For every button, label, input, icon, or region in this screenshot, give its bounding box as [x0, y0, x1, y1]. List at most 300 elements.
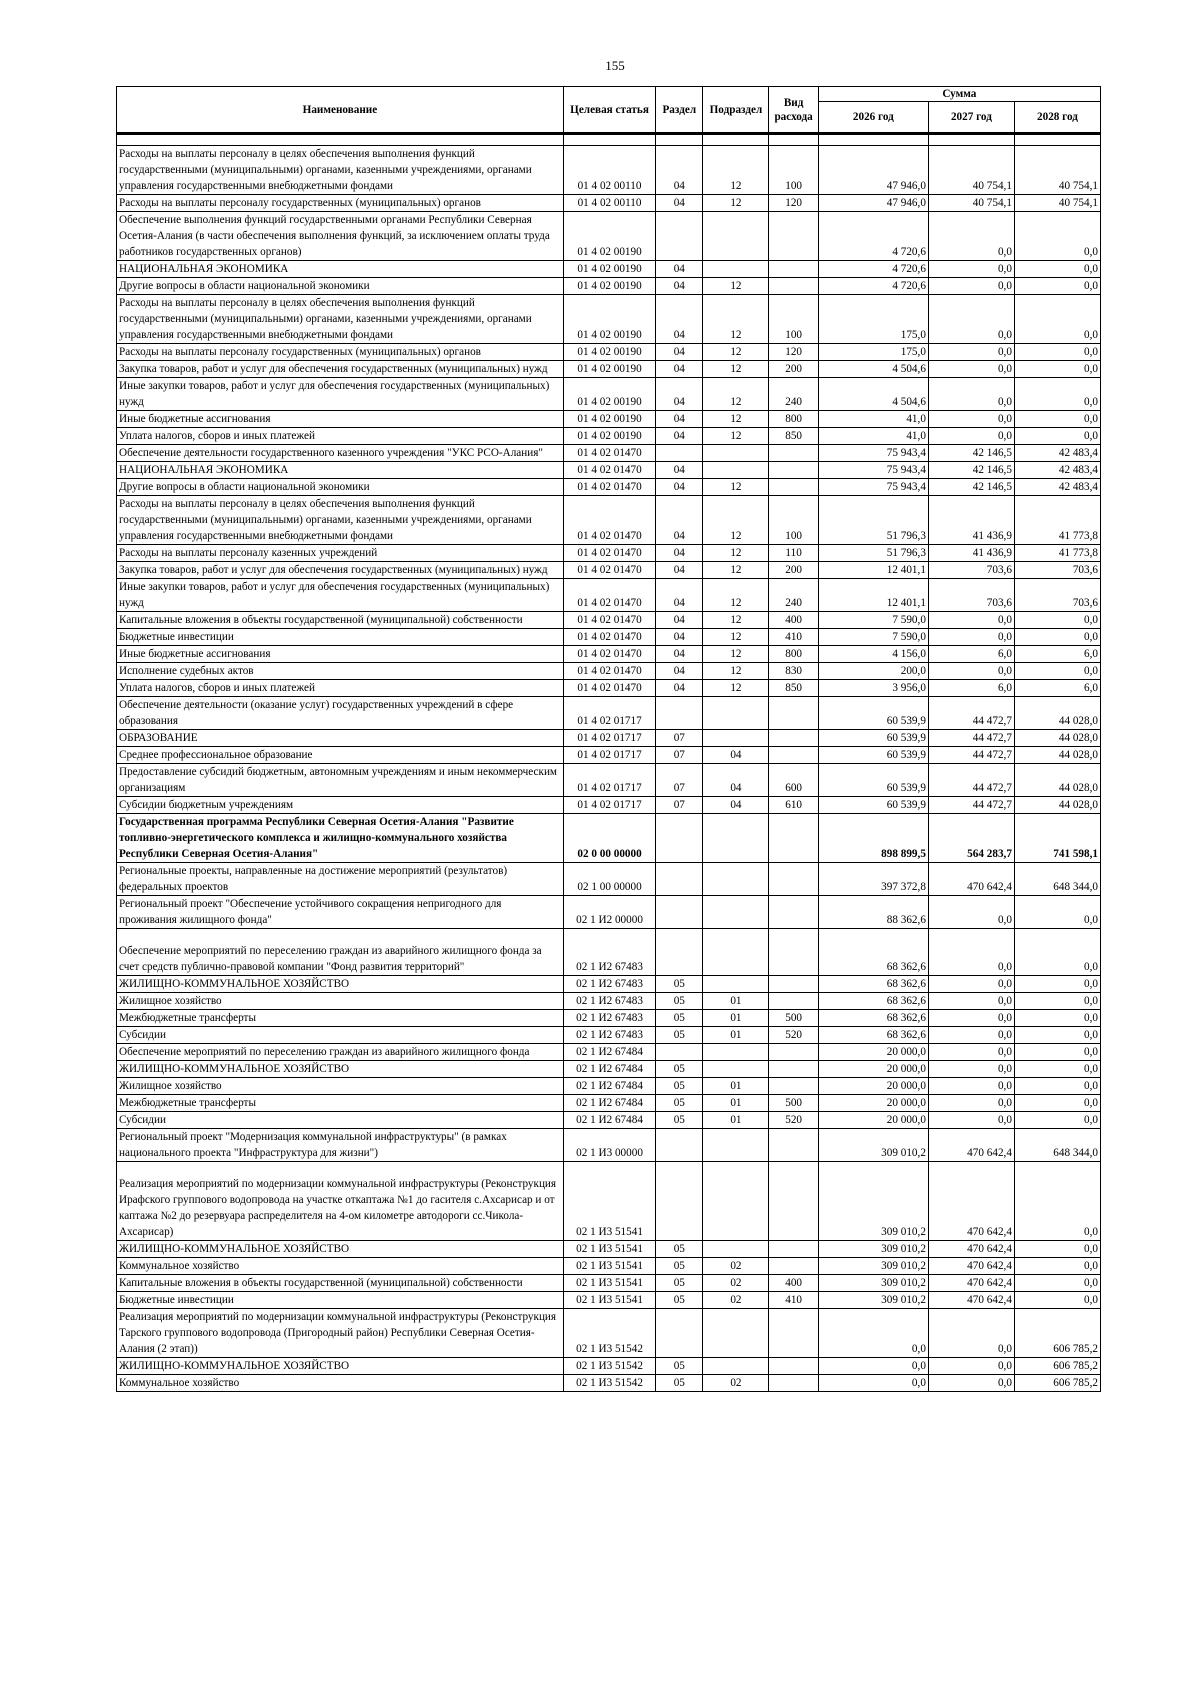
row-sum-2027: 0,0 [928, 411, 1014, 428]
row-expense-type: 240 [769, 579, 818, 612]
row-expense-type [769, 929, 818, 976]
row-name: Обеспечение мероприятий по переселению граждан из аварийного жилищного фонда за счет средств публично-правовой компании "Фонд развития территорий" [117, 929, 564, 976]
row-subsection: 02 [703, 1292, 769, 1309]
row-subsection: 01 [703, 1010, 769, 1027]
row-expense-type [769, 212, 818, 261]
row-sum-2028: 0,0 [1014, 1241, 1100, 1258]
row-expense-type [769, 976, 818, 993]
row-expense-type [769, 747, 818, 764]
table-row [117, 344, 1101, 361]
row-target-code: 01 4 02 01717 [563, 797, 655, 814]
row-section: 05 [656, 1358, 703, 1375]
row-sum-2027: 0,0 [928, 212, 1014, 261]
row-subsection: 12 [703, 646, 769, 663]
row-sum-2028: 703,6 [1014, 562, 1100, 579]
row-subsection: 12 [703, 663, 769, 680]
row-sum-2026: 60 539,9 [818, 747, 928, 764]
row-target-code: 02 1 И2 67483 [563, 993, 655, 1010]
row-subsection: 04 [703, 764, 769, 797]
row-name: Расходы на выплаты персоналу государственных (муниципальных) органов [117, 344, 564, 361]
header-year-2028: 2028 год [1014, 102, 1100, 134]
table-row [117, 797, 1101, 814]
row-expense-type: 240 [769, 378, 818, 411]
row-target-code: 01 4 02 01470 [563, 663, 655, 680]
row-name: Уплата налогов, сборов и иных платежей [117, 680, 564, 697]
row-section: 07 [656, 764, 703, 797]
row-target-code: 01 4 02 01470 [563, 496, 655, 545]
row-sum-2027: 42 146,5 [928, 479, 1014, 496]
row-sum-2026: 68 362,6 [818, 1027, 928, 1044]
row-sum-2026: 20 000,0 [818, 1078, 928, 1095]
row-sum-2027: 470 642,4 [928, 1162, 1014, 1241]
row-target-code: 01 4 02 01717 [563, 697, 655, 730]
row-subsection: 12 [703, 428, 769, 445]
row-name: Иные закупки товаров, работ и услуг для обеспечения государственных (муниципальных) нужд [117, 378, 564, 411]
row-expense-type: 200 [769, 562, 818, 579]
row-sum-2027: 0,0 [928, 629, 1014, 646]
row-name: Субсидии [117, 1027, 564, 1044]
row-target-code: 02 1 И3 51542 [563, 1375, 655, 1392]
table-row [117, 496, 1101, 545]
row-sum-2026: 4 156,0 [818, 646, 928, 663]
row-section [656, 863, 703, 896]
row-subsection: 02 [703, 1375, 769, 1392]
row-target-code: 02 1 И3 51541 [563, 1162, 655, 1241]
row-target-code: 01 4 02 00190 [563, 411, 655, 428]
row-name: Жилищное хозяйство [117, 993, 564, 1010]
row-sum-2027: 41 436,9 [928, 496, 1014, 545]
table-row [117, 612, 1101, 629]
row-expense-type: 400 [769, 612, 818, 629]
row-sum-2026: 20 000,0 [818, 1044, 928, 1061]
row-sum-2027: 0,0 [928, 261, 1014, 278]
row-target-code: 02 1 И3 51542 [563, 1309, 655, 1358]
row-sum-2027: 41 436,9 [928, 545, 1014, 562]
row-section: 04 [656, 195, 703, 212]
row-sum-2028: 6,0 [1014, 646, 1100, 663]
row-section [656, 929, 703, 976]
table-row [117, 195, 1101, 212]
table-row [117, 863, 1101, 896]
row-section: 05 [656, 1258, 703, 1275]
row-expense-type [769, 261, 818, 278]
row-target-code: 01 4 02 01717 [563, 764, 655, 797]
row-sum-2026: 88 362,6 [818, 896, 928, 929]
row-sum-2026: 51 796,3 [818, 545, 928, 562]
row-name: Капитальные вложения в объекты государственной (муниципальной) собственности [117, 612, 564, 629]
row-sum-2028: 0,0 [1014, 663, 1100, 680]
row-target-code: 01 4 02 01470 [563, 545, 655, 562]
row-sum-2026: 309 010,2 [818, 1292, 928, 1309]
row-target-code: 01 4 02 00110 [563, 146, 655, 195]
row-sum-2028: 648 344,0 [1014, 863, 1100, 896]
row-target-code: 01 4 02 01470 [563, 612, 655, 629]
row-sum-2027: 0,0 [928, 1358, 1014, 1375]
row-sum-2026: 68 362,6 [818, 929, 928, 976]
row-subsection: 12 [703, 146, 769, 195]
row-section: 04 [656, 646, 703, 663]
row-sum-2028: 0,0 [1014, 344, 1100, 361]
row-expense-type: 800 [769, 646, 818, 663]
row-subsection: 01 [703, 1027, 769, 1044]
row-sum-2026: 397 372,8 [818, 863, 928, 896]
row-sum-2027: 44 472,7 [928, 764, 1014, 797]
table-row [117, 212, 1101, 261]
header-section: Раздел [656, 87, 703, 134]
row-subsection [703, 814, 769, 863]
row-section [656, 1162, 703, 1241]
row-section: 05 [656, 976, 703, 993]
row-section: 07 [656, 797, 703, 814]
row-target-code: 02 1 И3 51541 [563, 1275, 655, 1292]
row-sum-2026: 309 010,2 [818, 1258, 928, 1275]
header-year-2026: 2026 год [818, 102, 928, 134]
row-sum-2028: 0,0 [1014, 1061, 1100, 1078]
row-subsection [703, 462, 769, 479]
row-section [656, 445, 703, 462]
row-name: Среднее профессиональное образование [117, 747, 564, 764]
row-sum-2027: 0,0 [928, 278, 1014, 295]
row-sum-2026: 898 899,5 [818, 814, 928, 863]
row-sum-2026: 41,0 [818, 411, 928, 428]
table-row [117, 1010, 1101, 1027]
row-section [656, 212, 703, 261]
row-name: Обеспечение деятельности (оказание услуг) государственных учреждений в сфере образования [117, 697, 564, 730]
row-sum-2026: 60 539,9 [818, 730, 928, 747]
row-expense-type [769, 1309, 818, 1358]
row-sum-2028: 0,0 [1014, 261, 1100, 278]
table-row [117, 747, 1101, 764]
row-section: 04 [656, 361, 703, 378]
header-expense-type: Вид расхода [769, 87, 818, 134]
table-row [117, 278, 1101, 295]
row-subsection [703, 896, 769, 929]
row-target-code: 01 4 02 00190 [563, 361, 655, 378]
header-sum: Сумма [818, 87, 1100, 102]
row-sum-2027: 0,0 [928, 1095, 1014, 1112]
table-row [117, 1027, 1101, 1044]
page-number: 155 [605, 58, 625, 73]
row-name: Другие вопросы в области национальной экономики [117, 479, 564, 496]
row-sum-2028: 40 754,1 [1014, 195, 1100, 212]
table-row [117, 929, 1101, 976]
row-sum-2028: 44 028,0 [1014, 730, 1100, 747]
row-name: Обеспечение деятельности государственного казенного учреждения "УКС РСО-Алания" [117, 445, 564, 462]
row-sum-2027: 703,6 [928, 562, 1014, 579]
table-row [117, 814, 1101, 863]
row-section: 04 [656, 344, 703, 361]
row-sum-2026: 309 010,2 [818, 1241, 928, 1258]
table-row [117, 411, 1101, 428]
row-sum-2028: 0,0 [1014, 1027, 1100, 1044]
row-sum-2026: 12 401,1 [818, 579, 928, 612]
row-subsection [703, 1162, 769, 1241]
row-name: Бюджетные инвестиции [117, 1292, 564, 1309]
row-subsection: 12 [703, 361, 769, 378]
row-name: Коммунальное хозяйство [117, 1258, 564, 1275]
row-sum-2028: 0,0 [1014, 1292, 1100, 1309]
row-name: Обеспечение выполнения функций государственными органами Республики Северная Осетия-Алания (в части обеспечения выполнения функций, за исключением оплаты труда работников государственных органов) [117, 212, 564, 261]
row-target-code: 01 4 02 01470 [563, 680, 655, 697]
row-sum-2027: 0,0 [928, 1027, 1014, 1044]
row-name: Межбюджетные трансферты [117, 1095, 564, 1112]
row-section: 05 [656, 993, 703, 1010]
row-target-code: 01 4 02 00190 [563, 344, 655, 361]
row-name: ОБРАЗОВАНИЕ [117, 730, 564, 747]
table-row [117, 1061, 1101, 1078]
row-target-code: 02 1 И3 51541 [563, 1241, 655, 1258]
row-subsection [703, 1358, 769, 1375]
row-sum-2027: 0,0 [928, 1112, 1014, 1129]
row-sum-2026: 3 956,0 [818, 680, 928, 697]
row-sum-2027: 0,0 [928, 378, 1014, 411]
table-row [117, 1112, 1101, 1129]
row-name: Расходы на выплаты персоналу в целях обеспечения выполнения функций государственными (муниципальными) органами, казенными учреждениями, органами управления государственными внебюджетными фондами [117, 146, 564, 195]
table-row [117, 697, 1101, 730]
row-expense-type [769, 1162, 818, 1241]
row-name: ЖИЛИЩНО-КОММУНАЛЬНОЕ ХОЗЯЙСТВО [117, 1358, 564, 1375]
row-sum-2028: 0,0 [1014, 1162, 1100, 1241]
row-expense-type [769, 278, 818, 295]
row-subsection: 04 [703, 747, 769, 764]
table-row [117, 1129, 1101, 1162]
row-section: 04 [656, 496, 703, 545]
row-section: 05 [656, 1112, 703, 1129]
row-sum-2026: 7 590,0 [818, 612, 928, 629]
row-expense-type: 610 [769, 797, 818, 814]
row-name: Расходы на выплаты персоналу в целях обеспечения выполнения функций государственными (муниципальными) органами, казенными учреждениями, органами управления государственными внебюджетными фондами [117, 295, 564, 344]
row-section: 07 [656, 747, 703, 764]
row-sum-2026: 47 946,0 [818, 146, 928, 195]
row-name: Региональный проект "Модернизация коммунальной инфраструктуры" (в рамках национального проекта "Инфраструктура для жизни") [117, 1129, 564, 1162]
row-sum-2027: 6,0 [928, 680, 1014, 697]
table-row [117, 1078, 1101, 1095]
row-sum-2028: 0,0 [1014, 428, 1100, 445]
table-row [117, 445, 1101, 462]
row-section: 04 [656, 295, 703, 344]
row-subsection: 01 [703, 1078, 769, 1095]
row-target-code: 01 4 02 01717 [563, 730, 655, 747]
row-expense-type: 410 [769, 629, 818, 646]
row-sum-2028: 0,0 [1014, 1258, 1100, 1275]
row-sum-2027: 703,6 [928, 579, 1014, 612]
row-section: 04 [656, 462, 703, 479]
row-target-code: 01 4 02 00190 [563, 378, 655, 411]
row-name: Исполнение судебных актов [117, 663, 564, 680]
row-sum-2026: 309 010,2 [818, 1275, 928, 1292]
row-sum-2026: 20 000,0 [818, 1112, 928, 1129]
row-subsection: 12 [703, 612, 769, 629]
row-section: 04 [656, 579, 703, 612]
row-expense-type: 850 [769, 428, 818, 445]
row-name: Бюджетные инвестиции [117, 629, 564, 646]
row-subsection: 12 [703, 629, 769, 646]
row-target-code: 01 4 02 00190 [563, 428, 655, 445]
row-expense-type [769, 1258, 818, 1275]
row-subsection: 12 [703, 545, 769, 562]
row-expense-type [769, 730, 818, 747]
row-target-code: 02 1 00 00000 [563, 863, 655, 896]
row-target-code: 02 0 00 00000 [563, 814, 655, 863]
row-name: Закупка товаров, работ и услуг для обеспечения государственных (муниципальных) нужд [117, 562, 564, 579]
row-sum-2027: 40 754,1 [928, 195, 1014, 212]
row-name: Капитальные вложения в объекты государственной (муниципальной) собственности [117, 1275, 564, 1292]
row-subsection [703, 261, 769, 278]
row-section: 05 [656, 1061, 703, 1078]
row-sum-2026: 0,0 [818, 1358, 928, 1375]
row-sum-2026: 0,0 [818, 1309, 928, 1358]
row-target-code: 02 1 И2 67483 [563, 1010, 655, 1027]
row-expense-type: 100 [769, 146, 818, 195]
row-section: 04 [656, 146, 703, 195]
row-target-code: 02 1 И2 67484 [563, 1061, 655, 1078]
row-target-code: 01 4 02 01717 [563, 747, 655, 764]
row-target-code: 01 4 02 01470 [563, 445, 655, 462]
row-section: 07 [656, 730, 703, 747]
row-section [656, 1129, 703, 1162]
row-subsection: 12 [703, 479, 769, 496]
row-target-code: 01 4 02 01470 [563, 479, 655, 496]
row-sum-2026: 4 720,6 [818, 278, 928, 295]
table-row [117, 295, 1101, 344]
row-name: Уплата налогов, сборов и иных платежей [117, 428, 564, 445]
row-expense-type: 800 [769, 411, 818, 428]
row-sum-2028: 0,0 [1014, 976, 1100, 993]
row-subsection: 12 [703, 579, 769, 612]
row-target-code: 01 4 02 00110 [563, 195, 655, 212]
row-sum-2026: 12 401,1 [818, 562, 928, 579]
budget-table [116, 86, 1101, 1392]
row-sum-2027: 0,0 [928, 361, 1014, 378]
row-expense-type: 120 [769, 195, 818, 212]
row-expense-type [769, 462, 818, 479]
row-sum-2028: 0,0 [1014, 1275, 1100, 1292]
row-expense-type: 830 [769, 663, 818, 680]
row-target-code: 02 1 И3 00000 [563, 1129, 655, 1162]
row-expense-type [769, 1078, 818, 1095]
row-target-code: 01 4 02 01470 [563, 562, 655, 579]
row-name: Региональный проект "Обеспечение устойчивого сокращения непригодного для проживания жилищного фонда" [117, 896, 564, 929]
row-sum-2027: 44 472,7 [928, 697, 1014, 730]
row-section: 05 [656, 1078, 703, 1095]
row-sum-2026: 75 943,4 [818, 445, 928, 462]
row-sum-2026: 47 946,0 [818, 195, 928, 212]
row-sum-2027: 0,0 [928, 1010, 1014, 1027]
row-target-code: 01 4 02 01470 [563, 579, 655, 612]
row-expense-type [769, 1044, 818, 1061]
row-sum-2028: 0,0 [1014, 1044, 1100, 1061]
row-target-code: 02 1 И3 51541 [563, 1292, 655, 1309]
row-subsection: 12 [703, 562, 769, 579]
row-subsection: 12 [703, 411, 769, 428]
row-subsection: 01 [703, 1095, 769, 1112]
row-sum-2028: 0,0 [1014, 278, 1100, 295]
row-section [656, 814, 703, 863]
row-sum-2027: 44 472,7 [928, 730, 1014, 747]
row-expense-type [769, 1375, 818, 1392]
row-target-code: 02 1 И2 67484 [563, 1112, 655, 1129]
row-sum-2028: 44 028,0 [1014, 697, 1100, 730]
row-sum-2028: 0,0 [1014, 629, 1100, 646]
row-target-code: 02 1 И2 67484 [563, 1044, 655, 1061]
row-sum-2027: 470 642,4 [928, 1275, 1014, 1292]
row-subsection [703, 1044, 769, 1061]
row-expense-type [769, 1061, 818, 1078]
row-sum-2027: 42 146,5 [928, 445, 1014, 462]
row-name: Коммунальное хозяйство [117, 1375, 564, 1392]
row-name: Иные бюджетные ассигнования [117, 646, 564, 663]
table-row [117, 1309, 1101, 1358]
row-name: Жилищное хозяйство [117, 1078, 564, 1095]
row-sum-2027: 44 472,7 [928, 747, 1014, 764]
row-sum-2026: 68 362,6 [818, 976, 928, 993]
table-row [117, 462, 1101, 479]
table-row [117, 1241, 1101, 1258]
row-sum-2028: 42 483,4 [1014, 462, 1100, 479]
row-sum-2028: 42 483,4 [1014, 445, 1100, 462]
row-target-code: 01 4 02 00190 [563, 212, 655, 261]
row-sum-2027: 0,0 [928, 929, 1014, 976]
row-subsection: 02 [703, 1275, 769, 1292]
table-row [117, 378, 1101, 411]
row-target-code: 02 1 И3 51542 [563, 1358, 655, 1375]
row-sum-2027: 40 754,1 [928, 146, 1014, 195]
row-name: Реализация мероприятий по модернизации коммунальной инфраструктуры (Реконструкция Тарского группового водопровода (Пригородный район) Республики Северная Осетия-Алания (2 этап)) [117, 1309, 564, 1358]
row-sum-2026: 175,0 [818, 344, 928, 361]
row-sum-2027: 0,0 [928, 612, 1014, 629]
row-target-code: 01 4 02 00190 [563, 295, 655, 344]
row-expense-type: 120 [769, 344, 818, 361]
row-sum-2028: 44 028,0 [1014, 764, 1100, 797]
table-row [117, 545, 1101, 562]
table-body [117, 134, 1101, 1392]
row-expense-type: 500 [769, 1010, 818, 1027]
row-expense-type [769, 1358, 818, 1375]
row-subsection: 01 [703, 993, 769, 1010]
row-sum-2028: 606 785,2 [1014, 1309, 1100, 1358]
row-sum-2028: 6,0 [1014, 680, 1100, 697]
row-expense-type: 520 [769, 1027, 818, 1044]
row-subsection: 12 [703, 496, 769, 545]
row-name: Государственная программа Республики Северная Осетия-Алания "Развитие топливно-энергетического комплекса и жилищно-коммунального хозяйства Республики Северная Осетия-Алания" [117, 814, 564, 863]
table-row [117, 976, 1101, 993]
row-sum-2027: 0,0 [928, 344, 1014, 361]
row-section: 04 [656, 428, 703, 445]
row-subsection: 12 [703, 680, 769, 697]
row-sum-2026: 4 504,6 [818, 361, 928, 378]
row-name: Реализация мероприятий по модернизации коммунальной инфраструктуры (Реконструкция Ирафского группового водопровода на участке откаптажа №1 до гасителя с.Ахсарисар и от каптажа №2 до резервуара распределителя на 4-ом километре автодороги сс.Чикола-Ахсарисар) [117, 1162, 564, 1241]
table-row [117, 261, 1101, 278]
table-row [117, 1162, 1101, 1241]
row-subsection [703, 1309, 769, 1358]
row-expense-type [769, 697, 818, 730]
row-name: Межбюджетные трансферты [117, 1010, 564, 1027]
row-name: Другие вопросы в области национальной экономики [117, 278, 564, 295]
row-name: ЖИЛИЩНО-КОММУНАЛЬНОЕ ХОЗЯЙСТВО [117, 1061, 564, 1078]
row-subsection: 12 [703, 278, 769, 295]
row-sum-2028: 0,0 [1014, 1112, 1100, 1129]
row-section: 05 [656, 1275, 703, 1292]
row-sum-2026: 175,0 [818, 295, 928, 344]
row-sum-2026: 20 000,0 [818, 1095, 928, 1112]
row-section: 04 [656, 680, 703, 697]
row-sum-2028: 0,0 [1014, 361, 1100, 378]
row-sum-2026: 4 720,6 [818, 261, 928, 278]
row-expense-type: 500 [769, 1095, 818, 1112]
row-sum-2026: 4 720,6 [818, 212, 928, 261]
row-sum-2028: 0,0 [1014, 1010, 1100, 1027]
row-sum-2028: 0,0 [1014, 612, 1100, 629]
